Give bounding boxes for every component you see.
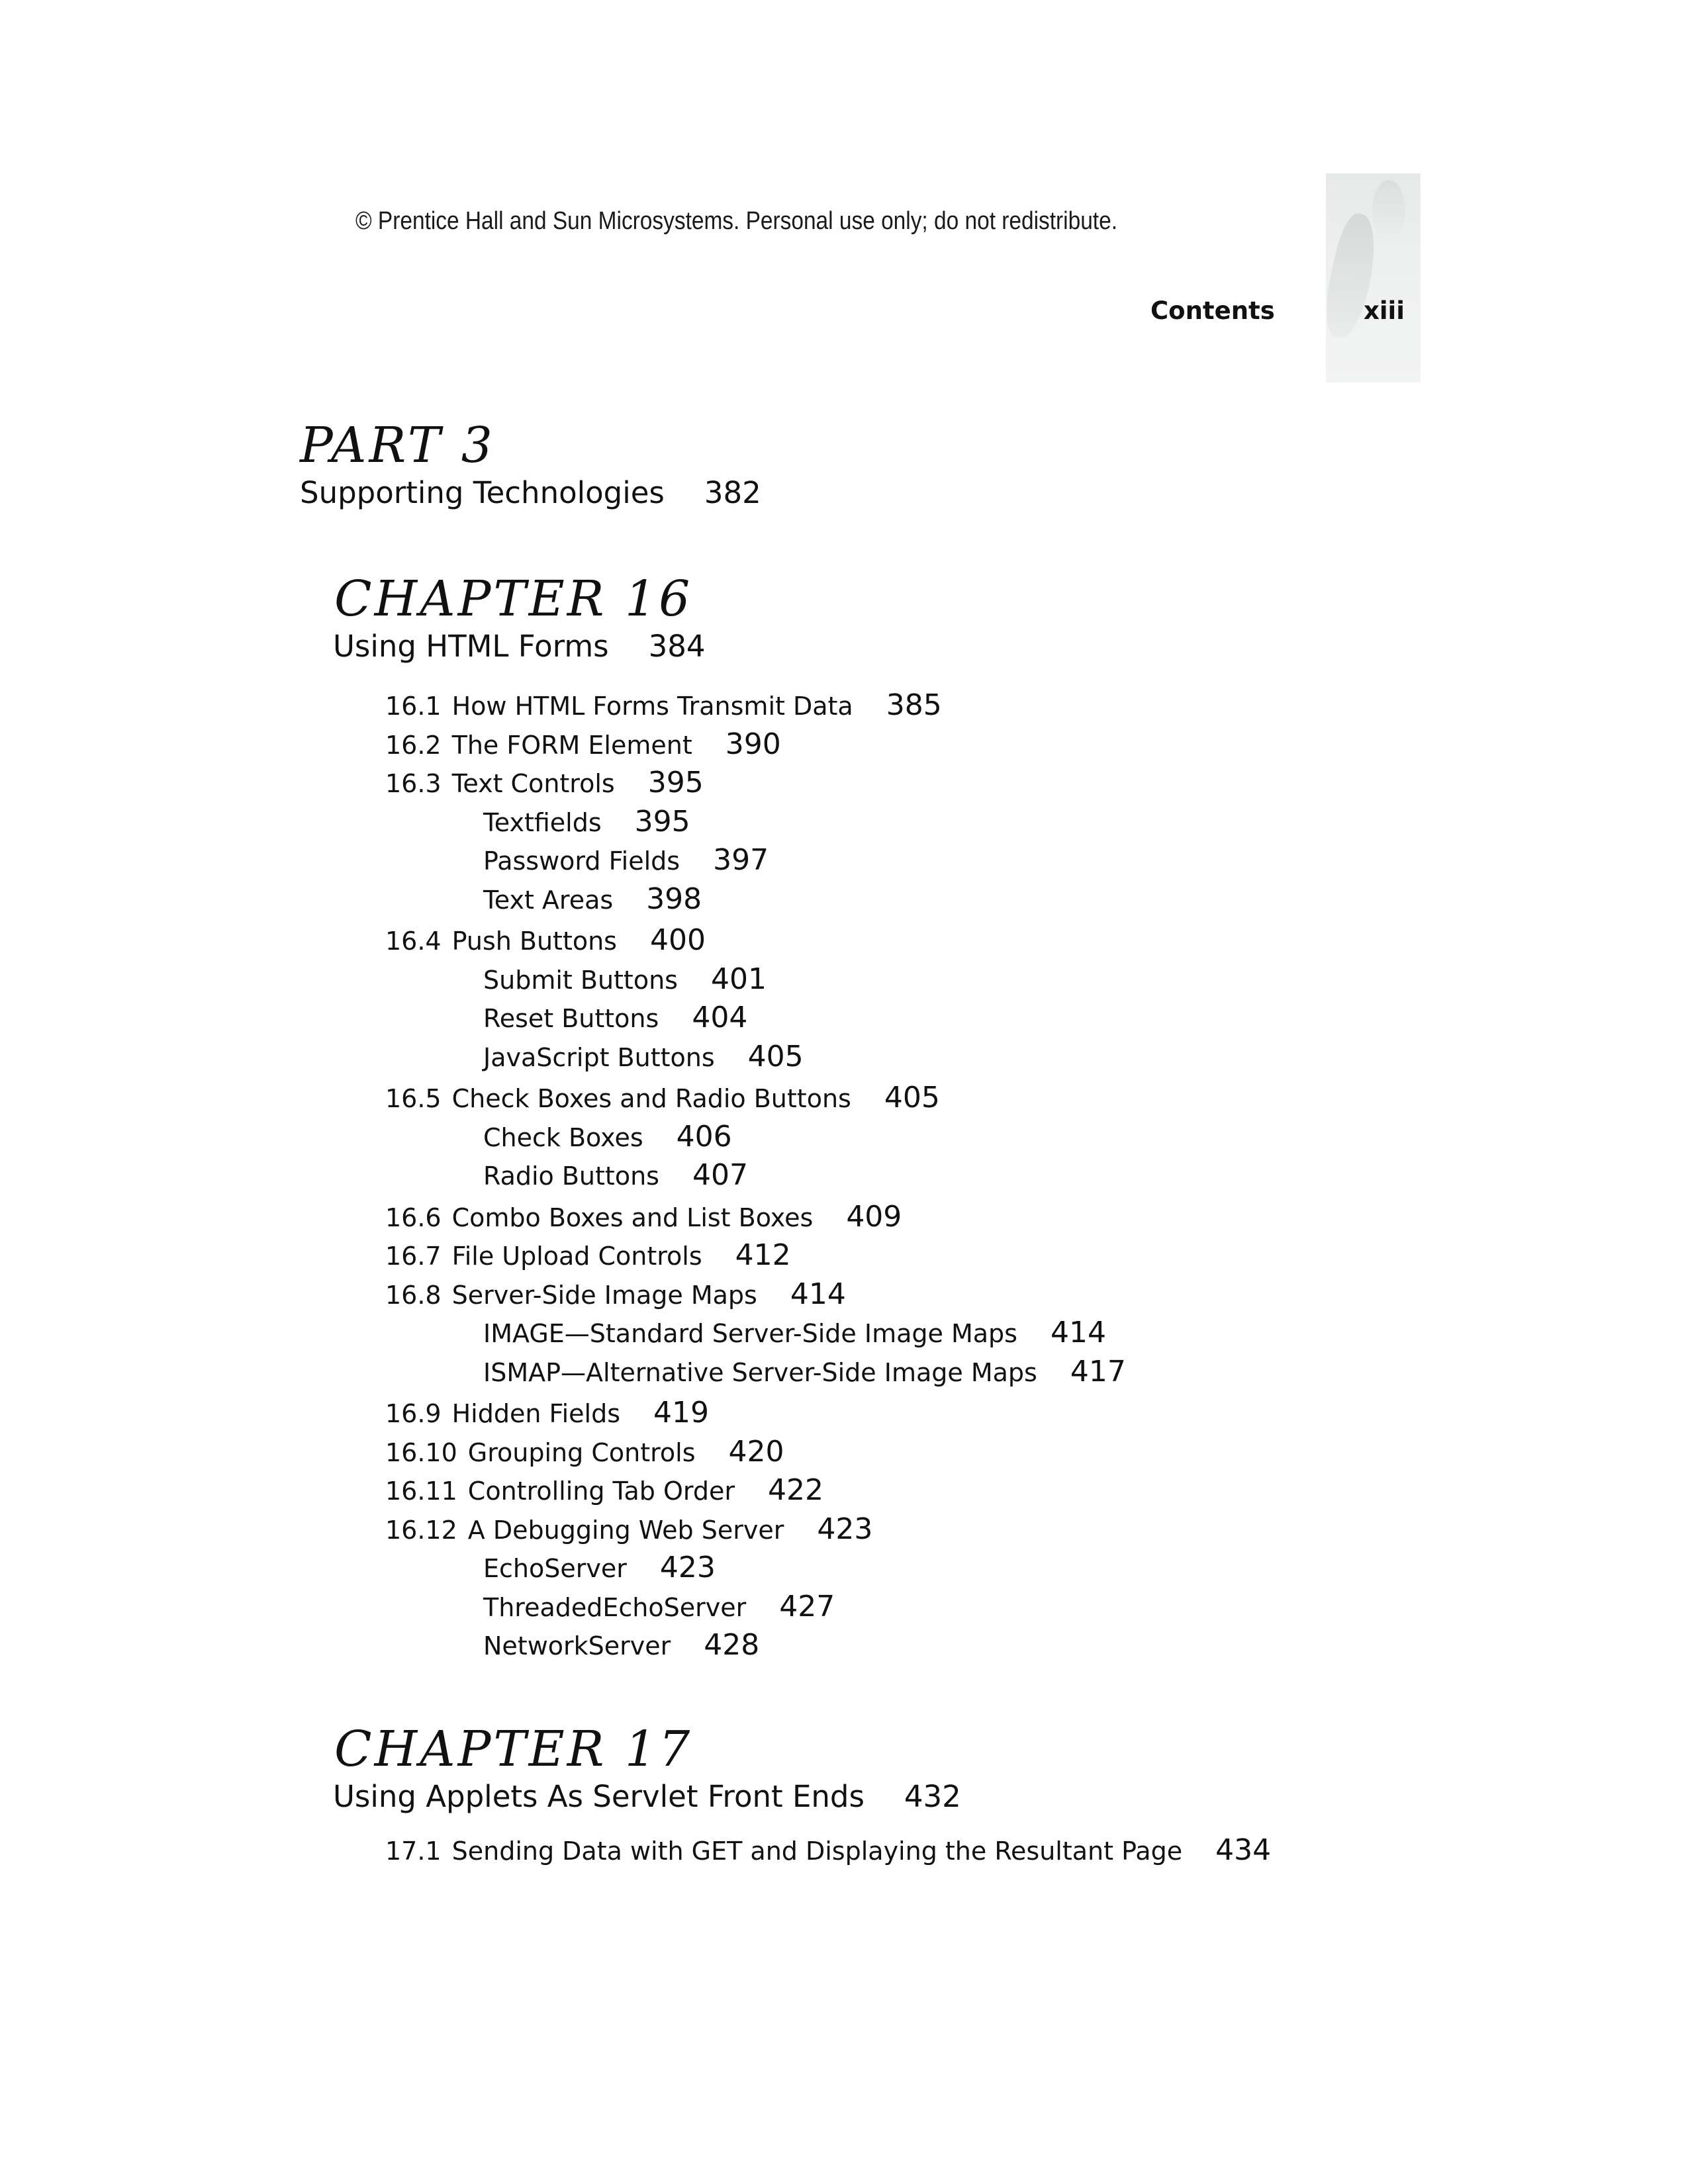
toc-entry [483, 1355, 1126, 1388]
section-title: Hidden Fields [451, 1399, 621, 1428]
section-title: Combo Boxes and List Boxes [451, 1203, 814, 1232]
chapter-17-page: 432 [904, 1779, 961, 1814]
entry-page-number: 405 [884, 1081, 940, 1115]
entry-page-number: 423 [659, 1551, 716, 1584]
subsection-title: Text Areas [483, 885, 614, 915]
toc-entry [385, 1200, 902, 1234]
running-head: Contents [1150, 296, 1275, 325]
section-number: 16.7 [385, 1242, 442, 1271]
section-number: 16.6 [385, 1203, 442, 1232]
entry-page-number: 414 [1050, 1316, 1106, 1349]
section-number: 16.9 [385, 1399, 442, 1428]
toc-entry [385, 923, 706, 957]
section-number: 16.10 [385, 1437, 457, 1467]
toc-entry [483, 843, 769, 877]
section-title: Push Buttons [451, 927, 617, 956]
entry-page-number: 397 [713, 843, 769, 877]
toc-entry [385, 1435, 784, 1469]
section-title: How HTML Forms Transmit Data [451, 692, 853, 721]
entry-page-number: 405 [747, 1039, 804, 1073]
part-title: Supporting Technologies [300, 475, 665, 510]
toc-entry [483, 805, 690, 839]
toc-entry [483, 1040, 804, 1073]
entry-page-number: 395 [647, 766, 704, 799]
toc-entry [385, 1396, 709, 1430]
toc-entry [385, 1473, 823, 1507]
toc-entry [483, 962, 767, 996]
chapter-17-title: Using Applets As Servlet Front Ends [333, 1779, 865, 1814]
corner-tab-decoration [1326, 173, 1421, 383]
subsection-title: NetworkServer [483, 1631, 671, 1661]
toc-entry [385, 1833, 1271, 1867]
section-title: Server-Side Image Maps [451, 1280, 757, 1310]
page-number: xiii [1364, 296, 1405, 325]
toc-entry [483, 882, 702, 916]
subsection-title: Password Fields [483, 846, 680, 876]
entry-page-number: 390 [725, 727, 781, 761]
subsection-title: IMAGE—Standard Server-Side Image Maps [483, 1319, 1017, 1348]
toc-entry [385, 766, 704, 799]
section-number: 17.1 [385, 1837, 442, 1866]
section-number: 16.12 [385, 1515, 457, 1545]
copyright-notice: © Prentice Hall and Sun Microsystems. Personal use only; do not redistribute. [355, 207, 1117, 235]
toc-entry [483, 1551, 716, 1584]
section-title: Check Boxes and Radio Buttons [451, 1084, 851, 1113]
toc-entry [483, 1628, 759, 1662]
section-title: Text Controls [451, 769, 615, 798]
chapter-16-page: 384 [648, 629, 706, 664]
entry-page-number: 401 [710, 962, 767, 996]
entry-page-number: 422 [767, 1473, 823, 1507]
subsection-title: ISMAP—Alternative Server-Side Image Maps [483, 1357, 1037, 1387]
section-title: The FORM Element [451, 730, 692, 760]
chapter-16-label: CHAPTER 16 [334, 570, 693, 627]
section-number: 16.1 [385, 692, 442, 721]
toc-entry [385, 1277, 846, 1311]
entry-page-number: 409 [846, 1199, 902, 1234]
toc-entry [483, 1316, 1106, 1349]
entry-page-number: 419 [653, 1396, 710, 1430]
section-title: Grouping Controls [467, 1437, 696, 1467]
entry-page-number: 434 [1215, 1833, 1272, 1867]
entry-page-number: 414 [790, 1277, 846, 1311]
section-title: Controlling Tab Order [467, 1477, 735, 1506]
section-number: 16.3 [385, 769, 442, 798]
toc-entry [483, 1001, 747, 1034]
section-title: File Upload Controls [451, 1242, 702, 1271]
chapter-16-title-line [333, 629, 706, 664]
toc-entry [483, 1158, 748, 1192]
section-title: A Debugging Web Server [467, 1515, 784, 1545]
subsection-title: Reset Buttons [483, 1004, 659, 1033]
toc-entry [483, 1590, 835, 1623]
part-label: PART 3 [300, 417, 495, 474]
entry-page-number: 395 [634, 804, 690, 839]
entry-page-number: 398 [646, 882, 702, 916]
entry-page-number: 407 [692, 1158, 748, 1192]
part-title-line [300, 475, 761, 510]
toc-entry [385, 1238, 791, 1272]
entry-page-number: 427 [779, 1589, 835, 1623]
section-number: 16.11 [385, 1477, 457, 1506]
chapter-17-label: CHAPTER 17 [334, 1721, 693, 1778]
entry-page-number: 412 [735, 1238, 791, 1272]
subsection-title: EchoServer [483, 1554, 627, 1583]
section-number: 16.5 [385, 1084, 442, 1113]
subsection-title: Check Boxes [483, 1122, 643, 1152]
section-number: 16.4 [385, 927, 442, 956]
chapter-16-title: Using HTML Forms [333, 629, 609, 664]
entry-page-number: 423 [817, 1512, 873, 1546]
chapter-17-title-line [333, 1779, 961, 1814]
toc-entry [385, 688, 942, 722]
entry-page-number: 428 [704, 1628, 760, 1662]
entry-page-number: 417 [1070, 1354, 1126, 1388]
subsection-title: Submit Buttons [483, 965, 678, 995]
subsection-title: JavaScript Buttons [483, 1042, 715, 1072]
section-title: Sending Data with GET and Displaying the Resultant Page [451, 1837, 1183, 1866]
toc-entry [385, 1512, 872, 1546]
part-page: 382 [704, 475, 761, 510]
entry-page-number: 420 [728, 1434, 784, 1469]
toc-entry [483, 1120, 732, 1154]
subsection-title: ThreadedEchoServer [483, 1592, 747, 1622]
toc-entry [385, 727, 781, 761]
toc-entry [385, 1081, 940, 1115]
entry-page-number: 404 [692, 1001, 748, 1034]
entry-page-number: 385 [886, 688, 942, 722]
entry-page-number: 400 [649, 923, 706, 957]
section-number: 16.8 [385, 1280, 442, 1310]
subsection-title: Textfields [483, 807, 602, 837]
tab-texture [1372, 180, 1405, 240]
section-number: 16.2 [385, 730, 442, 760]
entry-page-number: 406 [676, 1119, 732, 1154]
subsection-title: Radio Buttons [483, 1161, 659, 1191]
